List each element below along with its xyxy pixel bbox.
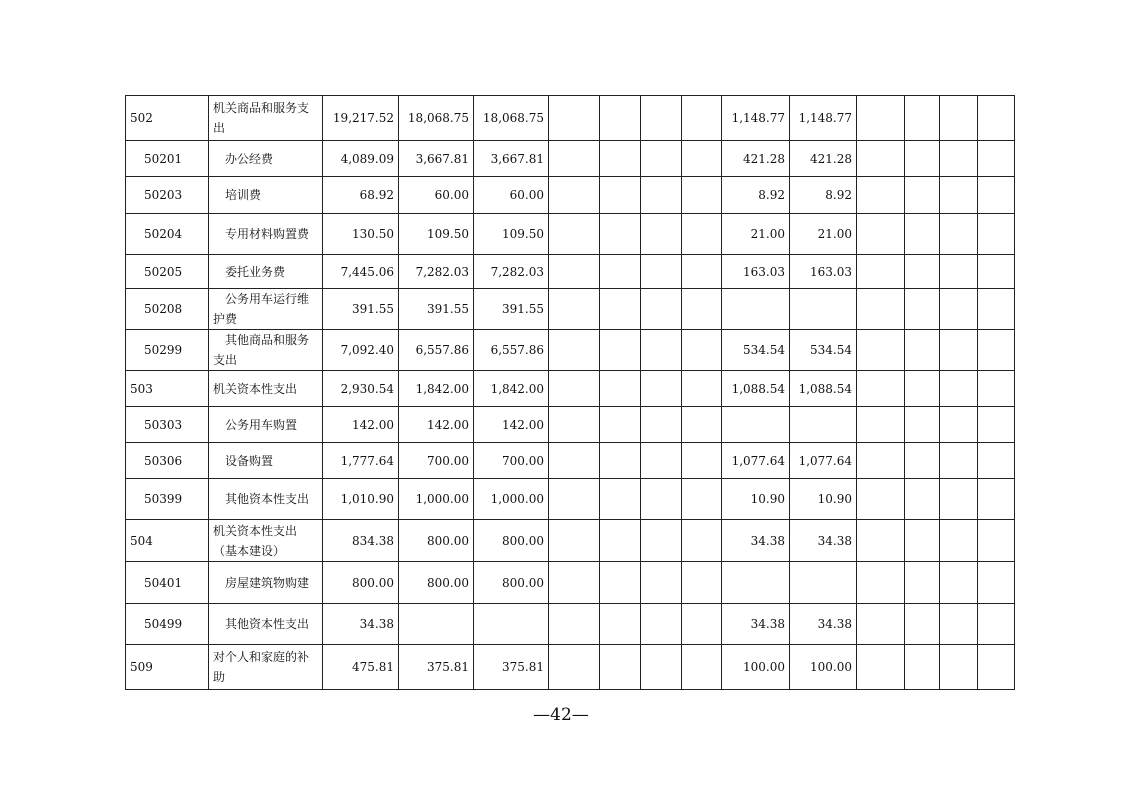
row-value [978,96,1015,141]
row-name: 其他商品和服务支出 [209,330,323,371]
row-value [978,289,1015,330]
row-value: 534.54 [722,330,790,371]
row-value [682,141,722,177]
row-value: 800.00 [399,562,474,604]
row-value: 475.81 [323,645,399,690]
row-name: 委托业务费 [209,255,323,289]
row-value [905,604,940,645]
row-value [641,214,682,255]
row-value: 1,148.77 [722,96,790,141]
row-value: 34.38 [790,520,857,562]
row-value [940,443,978,479]
row-value: 1,777.64 [323,443,399,479]
row-value [682,407,722,443]
row-value: 10.90 [790,479,857,520]
row-value [549,214,600,255]
row-code: 509 [126,645,209,690]
row-value [905,96,940,141]
row-value [549,479,600,520]
row-value: 1,077.64 [790,443,857,479]
row-value [857,443,905,479]
row-value [682,443,722,479]
row-value: 68.92 [323,177,399,214]
row-value [857,371,905,407]
row-value: 7,092.40 [323,330,399,371]
row-value [905,645,940,690]
row-code: 50399 [126,479,209,520]
row-value [940,645,978,690]
row-value: 1,077.64 [722,443,790,479]
row-value [641,604,682,645]
row-value: 800.00 [399,520,474,562]
row-value: 421.28 [790,141,857,177]
row-value: 834.38 [323,520,399,562]
row-value [600,255,641,289]
row-value [722,407,790,443]
row-value: 391.55 [323,289,399,330]
row-value: 60.00 [474,177,549,214]
row-value [857,214,905,255]
row-value: 163.03 [722,255,790,289]
row-value: 391.55 [399,289,474,330]
row-value [600,371,641,407]
row-value [549,255,600,289]
row-code: 50303 [126,407,209,443]
row-value [641,289,682,330]
table-row [126,645,1015,690]
row-value: 1,842.00 [399,371,474,407]
row-code: 502 [126,96,209,141]
row-value [940,371,978,407]
row-value [905,371,940,407]
row-value [940,177,978,214]
row-value [682,255,722,289]
row-value: 163.03 [790,255,857,289]
row-code: 50306 [126,443,209,479]
row-value [905,255,940,289]
row-value: 1,148.77 [790,96,857,141]
row-value [940,604,978,645]
row-value [940,520,978,562]
row-value [682,289,722,330]
row-value [682,645,722,690]
row-name: 房屋建筑物购建 [209,562,323,604]
row-code: 50205 [126,255,209,289]
row-value [600,479,641,520]
row-value [682,96,722,141]
row-value: 1,842.00 [474,371,549,407]
row-value: 142.00 [323,407,399,443]
table-body [126,96,1015,690]
row-value: 800.00 [474,520,549,562]
row-value [905,562,940,604]
row-value: 142.00 [474,407,549,443]
row-value [641,141,682,177]
row-value [549,443,600,479]
row-value [905,141,940,177]
row-value: 700.00 [474,443,549,479]
row-value [905,520,940,562]
row-value [905,479,940,520]
row-value [905,330,940,371]
row-value [549,141,600,177]
row-value [978,520,1015,562]
row-value [641,645,682,690]
row-value [940,96,978,141]
row-value: 100.00 [790,645,857,690]
row-name: 机关商品和服务支出 [209,96,323,141]
row-value [600,214,641,255]
row-value [857,141,905,177]
row-value [978,443,1015,479]
row-value: 34.38 [323,604,399,645]
row-value [857,255,905,289]
row-value [905,214,940,255]
row-value [905,177,940,214]
row-name: 公务用车购置 [209,407,323,443]
row-value: 7,445.06 [323,255,399,289]
table-row [126,289,1015,330]
row-code: 50499 [126,604,209,645]
row-value [722,562,790,604]
table-row [126,330,1015,371]
row-value [790,562,857,604]
row-value [940,141,978,177]
row-value [857,479,905,520]
row-code: 50299 [126,330,209,371]
row-value [641,479,682,520]
row-code: 50208 [126,289,209,330]
row-value [600,141,641,177]
row-name: 设备购置 [209,443,323,479]
row-value: 6,557.86 [474,330,549,371]
row-code: 504 [126,520,209,562]
row-value: 60.00 [399,177,474,214]
row-value [978,141,1015,177]
row-value [641,443,682,479]
row-value: 534.54 [790,330,857,371]
row-value [549,645,600,690]
row-value: 375.81 [399,645,474,690]
row-value [978,407,1015,443]
row-value: 800.00 [474,562,549,604]
row-value [600,562,641,604]
row-value: 21.00 [722,214,790,255]
row-value [857,330,905,371]
row-name: 专用材料购置费 [209,214,323,255]
row-value [857,177,905,214]
row-code: 50401 [126,562,209,604]
row-code: 503 [126,371,209,407]
row-value [549,562,600,604]
row-value: 3,667.81 [399,141,474,177]
row-value [549,177,600,214]
row-value [978,330,1015,371]
row-value: 7,282.03 [399,255,474,289]
row-value [905,289,940,330]
row-value: 18,068.75 [399,96,474,141]
row-value: 800.00 [323,562,399,604]
row-value: 142.00 [399,407,474,443]
row-value: 34.38 [722,604,790,645]
table-row [126,177,1015,214]
row-name: 培训费 [209,177,323,214]
budget-table [125,95,1015,690]
row-value [978,479,1015,520]
row-value [940,289,978,330]
row-value [549,520,600,562]
row-name: 公务用车运行维护费 [209,289,323,330]
table-row [126,407,1015,443]
row-value [940,407,978,443]
table-row [126,443,1015,479]
row-value [978,371,1015,407]
row-value: 7,282.03 [474,255,549,289]
row-value: 4,089.09 [323,141,399,177]
row-value: 19,217.52 [323,96,399,141]
row-value [940,330,978,371]
row-value: 700.00 [399,443,474,479]
table-row [126,604,1015,645]
row-value [600,96,641,141]
row-value [682,562,722,604]
row-value [641,255,682,289]
row-value [549,96,600,141]
row-value [682,604,722,645]
row-name: 机关资本性支出（基本建设） [209,520,323,562]
row-value [549,604,600,645]
row-value [857,407,905,443]
row-value: 109.50 [474,214,549,255]
row-value [682,371,722,407]
row-name: 对个人和家庭的补助 [209,645,323,690]
row-value [641,330,682,371]
row-value: 391.55 [474,289,549,330]
row-value [600,177,641,214]
row-value [722,289,790,330]
row-value: 2,930.54 [323,371,399,407]
row-name: 机关资本性支出 [209,371,323,407]
row-value [857,645,905,690]
row-value [857,520,905,562]
row-value [682,177,722,214]
row-value [641,177,682,214]
table-row [126,214,1015,255]
table-row [126,141,1015,177]
row-value [978,645,1015,690]
row-value [978,214,1015,255]
table-row [126,562,1015,604]
row-value: 109.50 [399,214,474,255]
row-value [549,330,600,371]
row-value [682,479,722,520]
row-value: 421.28 [722,141,790,177]
table-row [126,255,1015,289]
row-value [600,407,641,443]
row-value [474,604,549,645]
row-name: 其他资本性支出 [209,479,323,520]
row-value: 18,068.75 [474,96,549,141]
row-value [857,289,905,330]
row-value: 34.38 [722,520,790,562]
row-value [600,289,641,330]
row-code: 50203 [126,177,209,214]
row-value: 375.81 [474,645,549,690]
row-value: 130.50 [323,214,399,255]
row-value: 1,088.54 [790,371,857,407]
row-value [940,214,978,255]
table-row [126,96,1015,141]
row-value [857,562,905,604]
row-value [641,96,682,141]
table-row [126,479,1015,520]
row-value: 3,667.81 [474,141,549,177]
row-value [978,604,1015,645]
row-value [978,177,1015,214]
row-value [600,520,641,562]
row-value: 1,010.90 [323,479,399,520]
row-value [790,289,857,330]
row-value: 6,557.86 [399,330,474,371]
row-value: 21.00 [790,214,857,255]
row-value [790,407,857,443]
row-value [549,289,600,330]
row-value: 100.00 [722,645,790,690]
row-value: 8.92 [722,177,790,214]
row-value [940,255,978,289]
row-value [641,407,682,443]
row-value [549,407,600,443]
row-value [549,371,600,407]
row-value [600,604,641,645]
row-value: 8.92 [790,177,857,214]
page-number: —42— [533,705,589,725]
row-value [641,562,682,604]
row-value: 1,088.54 [722,371,790,407]
row-value: 34.38 [790,604,857,645]
row-value [978,562,1015,604]
row-value [682,520,722,562]
row-value [399,604,474,645]
row-code: 50201 [126,141,209,177]
row-value [857,604,905,645]
row-value: 1,000.00 [474,479,549,520]
row-value [857,96,905,141]
row-value [600,645,641,690]
row-value: 10.90 [722,479,790,520]
row-value [905,443,940,479]
row-value [940,562,978,604]
row-code: 50204 [126,214,209,255]
row-value [682,214,722,255]
row-value [641,520,682,562]
row-value [978,255,1015,289]
row-value [682,330,722,371]
row-value [940,479,978,520]
row-value [600,443,641,479]
row-value [600,330,641,371]
row-name: 办公经费 [209,141,323,177]
row-value [905,407,940,443]
row-value [641,371,682,407]
table-row [126,520,1015,562]
row-name: 其他资本性支出 [209,604,323,645]
table-row [126,371,1015,407]
row-value: 1,000.00 [399,479,474,520]
